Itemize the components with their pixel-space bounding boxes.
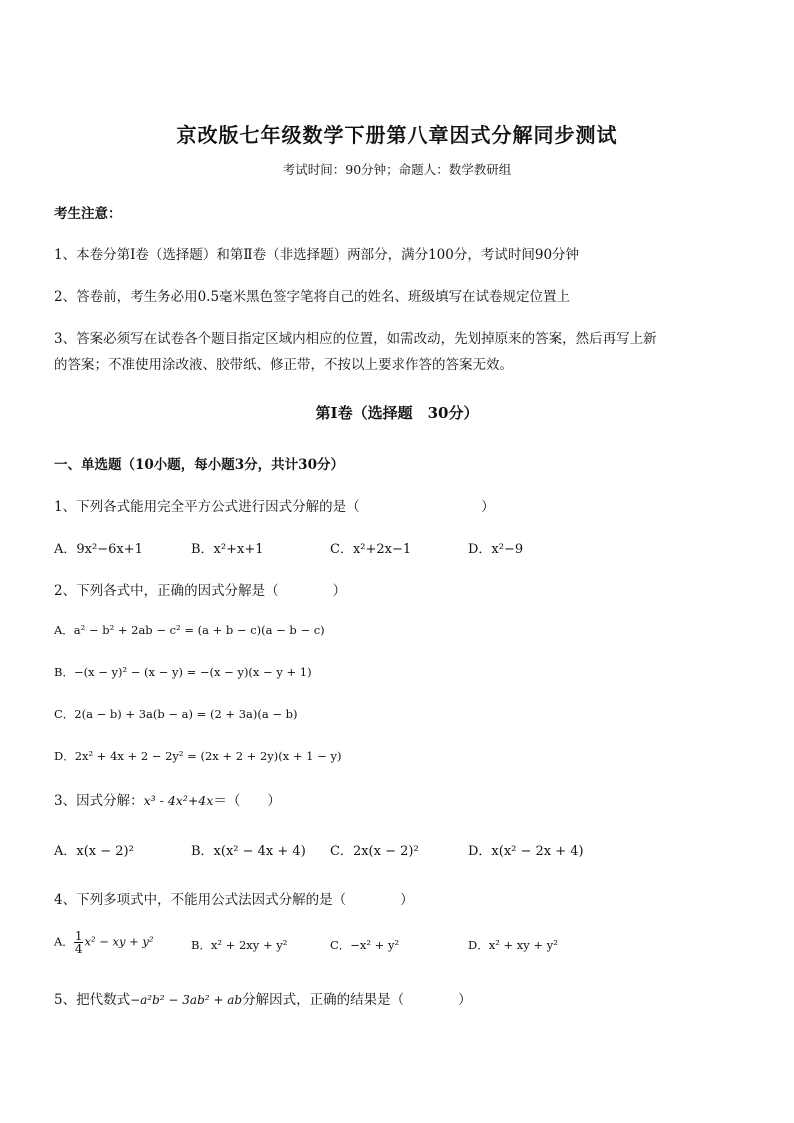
question-3-option-b: B．x(x² − 4x + 4) (191, 844, 306, 859)
question-1-stem: 1、下列各式能用完全平方公式进行因式分解的是（ ） (54, 499, 495, 515)
exam-info: 考试时间：90分钟；命题人：数学教研组 (282, 162, 512, 177)
question-2-stem: 2、下列各式中，正确的因式分解是（ ） (54, 583, 347, 599)
question-1-option-d: D．x²−9 (468, 542, 524, 557)
question-2-option-c: C．2(a − b) + 3a(b − a) = (2 + 3a)(a − b) (54, 707, 298, 721)
question-4-option-a (54, 930, 154, 955)
question-1-option-c: C．x²+2x−1 (330, 542, 412, 557)
question-4-option-b: B．x² + 2xy + y² (191, 938, 288, 952)
question-1-option-b: B．x²+x+1 (191, 542, 264, 557)
question-5-stem (54, 988, 472, 1008)
question-2-option-a: A．a² − b² + 2ab − c² = (a + b − c)(a − b − c) (54, 623, 325, 637)
fraction-one-quarter (74, 930, 84, 955)
notice-item-3-cont: 的答案；不准使用涂改液、胶带纸、修正带，不按以上要求作答的答案无效。 (54, 357, 513, 373)
fraction-numerator: 1 (74, 929, 83, 943)
section-title: 第Ⅰ卷（选择题 30分） (315, 404, 479, 422)
notice-heading: 考生注意： (54, 206, 122, 222)
part-heading: 一、单选题（10小题，每小题3分，共计30分） (54, 457, 344, 473)
question-2-option-d: D．2x² + 4x + 2 − 2y² = (2x + 2 + 2y)(x + 1 − y) (54, 749, 342, 763)
notice-item-2: 2、答卷前，考生务必用0.5毫米黑色签字笔将自己的姓名、班级填写在试卷规定位置上 (54, 289, 571, 305)
question-3-expression: x³ - 4x²+4x (143, 793, 214, 808)
question-4-option-a-rest: x² − xy + y² (84, 934, 154, 949)
question-3-option-c: C．2x(x − 2)² (330, 844, 419, 859)
question-3-stem-prefix: 3、因式分解： (54, 793, 144, 809)
fraction-denominator: 4 (74, 942, 83, 956)
question-3-stem-suffix: ＝（ ） (213, 793, 281, 809)
question-4-option-a-label: A． (54, 934, 74, 949)
notice-item-3: 3、答案必须写在试卷各个题目指定区域内相应的位置，如需改动，先划掉原来的答案，然后再写上新 (54, 331, 657, 347)
question-4-stem: 4、下列多项式中，不能用公式法因式分解的是（ ） (54, 892, 414, 908)
question-1-option-a: A．9x²−6x+1 (54, 542, 143, 557)
question-3-stem (54, 789, 281, 809)
question-2-option-b: B．−(x − y)² − (x − y) = −(x − y)(x − y + 1) (54, 665, 312, 679)
page-title: 京改版七年级数学下册第八章因式分解同步测试 (176, 123, 618, 147)
question-4-option-c: C．−x² + y² (330, 938, 400, 952)
notice-item-1: 1、本卷分第Ⅰ卷（选择题）和第Ⅱ卷（非选择题）两部分，满分100分，考试时间90分钟 (54, 247, 580, 263)
question-5-expression: −a²b² − 3ab² + ab (130, 993, 243, 1007)
question-5-stem-suffix: 分解因式，正确的结果是（ ） (242, 992, 472, 1008)
question-3-option-a: A．x(x − 2)² (54, 844, 134, 859)
question-3-option-d: D．x(x² − 2x + 4) (468, 844, 584, 859)
question-4-option-d: D．x² + xy + y² (468, 938, 558, 952)
question-5-stem-prefix: 5、把代数式 (54, 992, 131, 1008)
